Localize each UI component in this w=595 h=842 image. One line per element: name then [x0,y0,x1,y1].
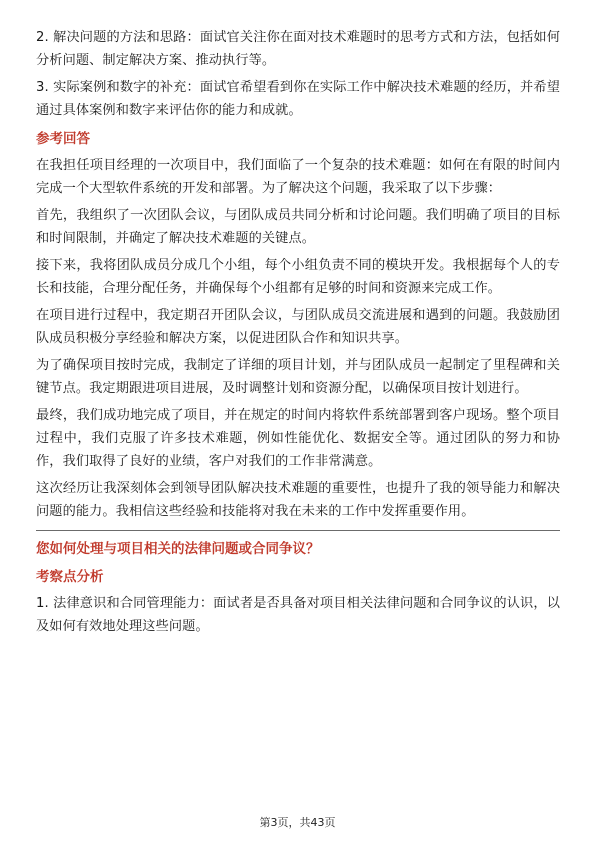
analysis-point: 1. 法律意识和合同管理能力：面试者是否具备对项目相关法律问题和合同争议的认识，以及如何有效地处理这些问题。 [36,596,560,634]
answer-paragraph: 接下来，我将团队成员分成几个小组，每个小组负责不同的模块开发。我根据每个人的专长和技能，合理分配任务，并确保每个小组都有足够的时间和资源来完成工作。 [36,258,560,296]
answer-paragraph: 为了确保项目按时完成，我制定了详细的项目计划，并与团队成员一起制定了里程碑和关键节点。我定期跟进项目进展，及时调整计划和资源分配，以确保项目按计划进行。 [36,358,560,396]
answer-paragraph: 这次经历让我深刻体会到领导团队解决技术难题的重要性，也提升了我的领导能力和解决问题的能力。我相信这些经验和技能将对我在未来的工作中发挥重要作用。 [36,481,560,519]
answer-paragraph: 最终，我们成功地完成了项目，并在规定的时间内将软件系统部署到客户现场。整个项目过程中，我们克服了许多技术难题，例如性能优化、数据安全等。通过团队的努力和协作，我们取得了良好的业绩，客户对我们的工作非常满意。 [36,408,560,469]
answer-paragraph: 在项目进行过程中，我定期召开团队会议，与团队成员交流进展和遇到的问题。我鼓励团队成员积极分享经验和解决方案，以促进团队合作和知识共享。 [36,308,560,346]
analysis-heading: 考察点分析 [36,569,104,585]
intro-point: 2. 解决问题的方法和思路：面试官关注你在面对技术难题时的思考方式和方法，包括如何分析问题、制定解决方案、推动执行等。 [36,30,560,68]
page-number-footer: 第3页，共43页 [259,816,336,829]
answer-paragraph: 在我担任项目经理的一次项目中，我们面临了一个复杂的技术难题：如何在有限的时间内完成一个大型软件系统的开发和部署。为了解决这个问题，我采取了以下步骤： [36,158,560,196]
question-title: 您如何处理与项目相关的法律问题或合同争议？ [36,541,320,557]
intro-point: 3. 实际案例和数字的补充：面试官希望看到你在实际工作中解决技术难题的经历，并希望通过具体案例和数字来评估你的能力和成就。 [36,80,560,118]
answer-heading: 参考回答 [36,131,90,147]
answer-paragraph: 首先，我组织了一次团队会议，与团队成员共同分析和讨论问题。我们明确了项目的目标和时间限制，并确定了解决技术难题的关键点。 [36,208,560,246]
document-body [36,26,560,642]
section-divider [36,530,560,531]
